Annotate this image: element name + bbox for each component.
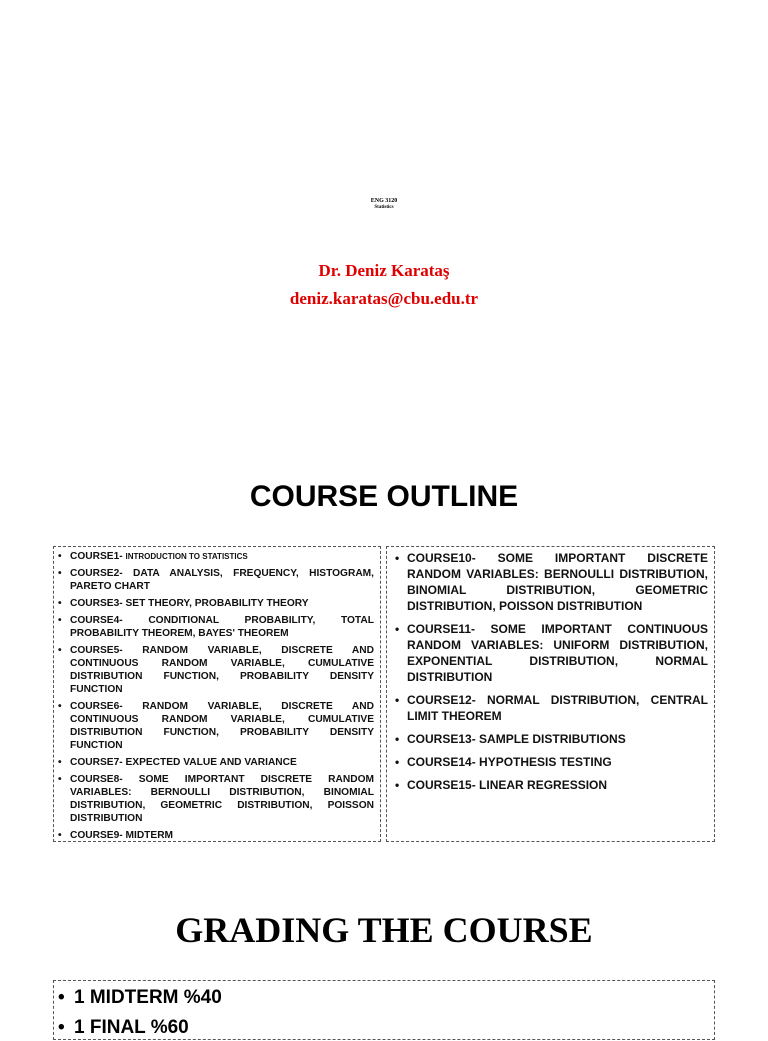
outline-item: [58, 550, 374, 563]
outline-item-code: COURSE1-: [70, 551, 123, 562]
outline-item-code: COURSE11-: [407, 622, 476, 636]
instructor-email: deniz.karatas@cbu.edu.tr: [289, 289, 479, 308]
grading-title: GRADING THE COURSE: [175, 910, 593, 950]
outline-item-code: COURSE15-: [407, 778, 476, 792]
outline-item-code: COURSE7-: [70, 757, 123, 768]
outline-item-code: COURSE10-: [407, 551, 476, 565]
outline-item-code: COURSE4-: [70, 615, 123, 626]
grading-list: [58, 985, 714, 1041]
outline-item-text: SOME IMPORTANT DISCRETE RANDOM VARIABLES: BERNOULLI DISTRIBUTION, BINOMIAL DISTRIBUTION, GEOMETRIC DISTRIBUTION, POISSON DISTRIBUTION: [70, 774, 374, 824]
outline-item-text: SOME IMPORTANT CONTINUOUS RANDOM VARIABLES: UNIFORM DISTRIBUTION, EXPONENTIAL DISTRIBUTION, NORMAL DISTRIBUTION: [407, 622, 708, 684]
outline-item-code: COURSE3-: [70, 598, 123, 609]
outline-item-text: SET THEORY, PROBABILITY THEORY: [125, 598, 309, 609]
outline-item-code: COURSE6-: [70, 701, 123, 712]
outline-item: [58, 829, 374, 842]
course-outline-title: COURSE OUTLINE: [249, 480, 519, 513]
outline-item-code: COURSE14-: [407, 755, 476, 769]
outline-item: [58, 700, 374, 752]
outline-item-text: NORMAL DISTRIBUTION, CENTRAL LIMIT THEOREM: [407, 693, 708, 723]
outline-item-text: SAMPLE DISTRIBUTIONS: [479, 732, 626, 746]
outline-item: [58, 614, 374, 640]
outline-item: [395, 692, 708, 724]
outline-item: [395, 754, 708, 770]
outline-item: [395, 731, 708, 747]
outline-item-text: INTRODUCTION TO STATISTICS: [125, 552, 248, 561]
outline-item: [395, 621, 708, 685]
grading-item: • 1 MIDTERM %40: [58, 985, 714, 1011]
outline-item-text: CONDITIONAL PROBABILITY, TOTAL PROBABILITY THEOREM, BAYES' THEOREM: [70, 615, 374, 639]
outline-item-code: COURSE12-: [407, 693, 476, 707]
course-code: ENG 3120: [370, 198, 398, 204]
outline-item: [58, 644, 374, 696]
outline-item: [58, 597, 374, 610]
outline-item-text: SOME IMPORTANT DISCRETE RANDOM VARIABLES: BERNOULLI DISTRIBUTION, BINOMIAL DISTRIBUTION, GEOMETRIC DISTRIBUTION, POISSON DISTRIBUTION: [407, 551, 708, 613]
outline-left-column: [53, 546, 381, 842]
outline-item: [58, 567, 374, 593]
outline-item-code: COURSE5-: [70, 645, 123, 656]
outline-item-code: COURSE13-: [407, 732, 476, 746]
outline-left-list: [58, 550, 374, 842]
outline-item-text: LINEAR REGRESSION: [479, 778, 608, 792]
outline-right-list: [395, 550, 708, 793]
outline-item-text: HYPOTHESIS TESTING: [479, 755, 612, 769]
outline-item-code: COURSE2-: [70, 568, 123, 579]
outline-item: [58, 773, 374, 825]
outline-right-column: [386, 546, 715, 842]
outline-item: [395, 550, 708, 614]
title-slide: [0, 0, 768, 440]
outline-item-code: COURSE9-: [70, 830, 123, 841]
grading-item: • 1 FINAL %60: [58, 1015, 714, 1041]
outline-item-text: EXPECTED VALUE AND VARIANCE: [125, 757, 297, 768]
course-name: Statistics: [374, 205, 394, 210]
outline-item-text: RANDOM VARIABLE, DISCRETE AND CONTINUOUS RANDOM VARIABLE, CUMULATIVE DISTRIBUTION FUNCTION, PROBABILITY DENSITY FUNCTION: [70, 645, 374, 695]
outline-item-code: COURSE8-: [70, 774, 123, 785]
instructor-name: Dr. Deniz Karataş: [318, 261, 450, 280]
outline-item-text: DATA ANALYSIS, FREQUENCY, HISTOGRAM, PARETO CHART: [70, 568, 374, 592]
outline-item: [58, 756, 374, 769]
outline-item-text: RANDOM VARIABLE, DISCRETE AND CONTINUOUS RANDOM VARIABLE, CUMULATIVE DISTRIBUTION FUNCTION, PROBABILITY DENSITY FUNCTION: [70, 701, 374, 751]
grading-box: [53, 980, 715, 1040]
outline-item: [395, 777, 708, 793]
outline-item-text: MIDTERM: [125, 830, 174, 841]
